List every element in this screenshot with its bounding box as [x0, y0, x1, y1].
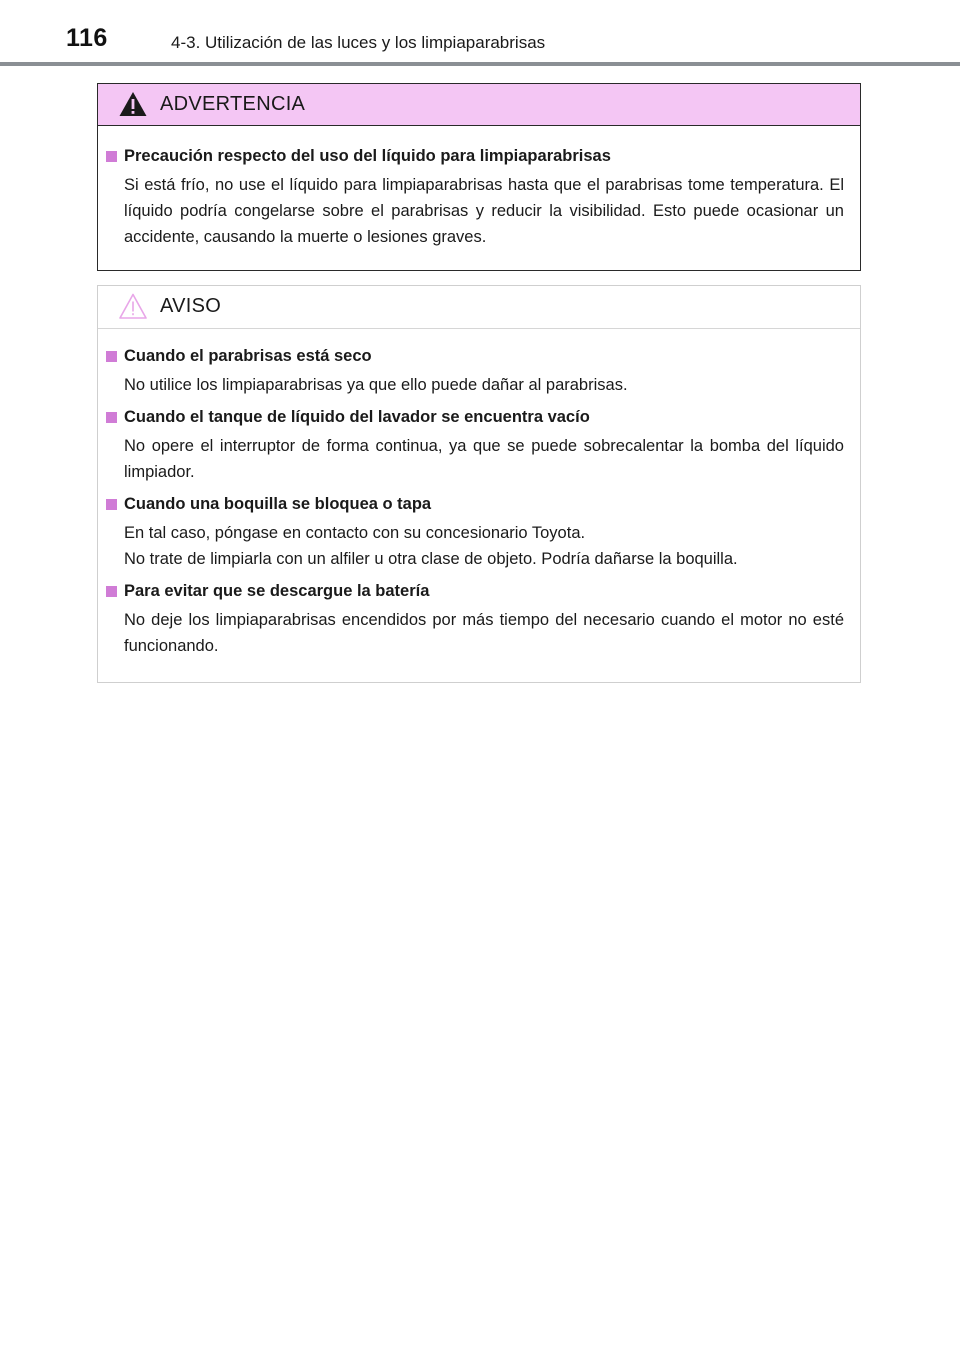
paragraph: No opere el interruptor de forma continua, ya que se puede sobrecalentar la bomba del líquido limpiador. [124, 437, 844, 481]
notice-item-title: Cuando una boquilla se bloquea o tapa [124, 495, 432, 513]
header-divider [0, 62, 960, 66]
notice-item [106, 579, 844, 659]
paragraph: Si está frío, no use el líquido para limpiaparabrisas hasta que el parabrisas tome temperatura. El líquido podría congelarse sobre el parabrisas y reducir la visibilidad. Esto puede ocasionar un accidente, causando la muerte o lesiones graves. [124, 176, 844, 246]
warning-item [106, 144, 844, 250]
notice-box [97, 285, 861, 683]
notice-item-heading [106, 492, 844, 516]
warning-item-title: Precaución respecto del uso del líquido para limpiaparabrisas [124, 147, 611, 165]
warning-box-header [98, 84, 860, 126]
notice-item [106, 492, 844, 572]
page-header [0, 0, 960, 66]
square-bullet-icon [106, 351, 117, 362]
notice-item-text [124, 520, 844, 572]
notice-item-text [124, 372, 844, 398]
notice-box-title: AVISO [160, 295, 222, 317]
notice-item-heading [106, 579, 844, 603]
paragraph: No deje los limpiaparabrisas encendidos por más tiempo del necesario cuando el motor no esté funcionando. [124, 611, 844, 655]
notice-item-heading [106, 405, 844, 429]
warning-item-heading [106, 144, 844, 168]
paragraph: En tal caso, póngase en contacto con su concesionario Toyota. [124, 524, 586, 542]
page-number: 116 [66, 24, 108, 52]
warning-box [97, 83, 861, 271]
warning-box-body [98, 126, 860, 250]
warning-triangle-icon [118, 90, 148, 118]
section-title: 4-3. Utilización de las luces y los limpiaparabrisas [171, 33, 546, 52]
warning-box-title: ADVERTENCIA [160, 93, 306, 115]
notice-item [106, 405, 844, 485]
caution-triangle-icon [118, 292, 148, 320]
paragraph: No utilice los limpiaparabrisas ya que ello puede dañar al parabrisas. [124, 376, 628, 394]
notice-box-header [98, 286, 860, 329]
square-bullet-icon [106, 586, 117, 597]
notice-item [106, 344, 844, 398]
notice-item-title: Cuando el parabrisas está seco [124, 347, 372, 365]
notice-item-heading [106, 344, 844, 368]
square-bullet-icon [106, 499, 117, 510]
notice-item-title: Para evitar que se descargue la batería [124, 582, 430, 600]
notice-box-body [98, 329, 860, 659]
notice-item-text [124, 607, 844, 659]
square-bullet-icon [106, 151, 117, 162]
square-bullet-icon [106, 412, 117, 423]
warning-item-text [124, 172, 844, 250]
notice-item-title: Cuando el tanque de líquido del lavador se encuentra vacío [124, 408, 590, 426]
notice-item-text [124, 433, 844, 485]
paragraph: No trate de limpiarla con un alfiler u otra clase de objeto. Podría dañarse la boquilla. [124, 550, 738, 568]
